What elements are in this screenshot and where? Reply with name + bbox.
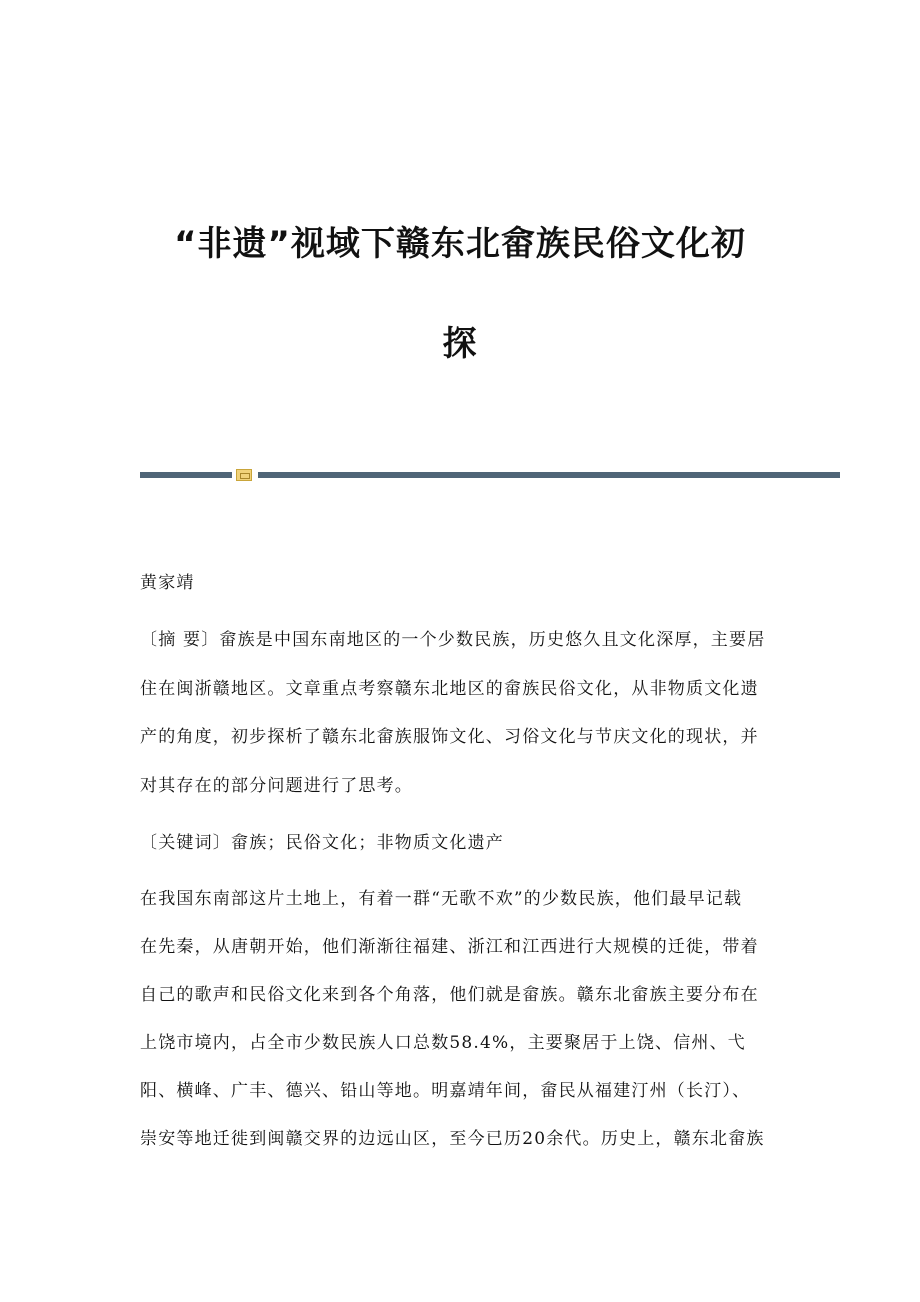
body-line: 在先秦，从唐朝开始，他们渐渐往福建、浙江和江西进行大规模的迁徙，带着 xyxy=(140,937,759,957)
body-line: 阳、横峰、广丰、德兴、铅山等地。明嘉靖年间，畲民从福建汀州（长汀）、 xyxy=(140,1081,751,1101)
divider-right-segment xyxy=(258,472,840,478)
body-line: 崇安等地迁徙到闽赣交界的边远山区，至今已历20余代。历史上，赣东北畲族 xyxy=(140,1129,765,1149)
body-line: 上饶市境内，占全市少数民族人口总数58.4%，主要聚居于上饶、信州、弋 xyxy=(140,1033,747,1053)
abstract-line: 对其存在的部分问题进行了思考。 xyxy=(140,776,413,796)
divider-left-segment xyxy=(140,472,232,478)
abstract-line: 住在闽浙赣地区。文章重点考察赣东北地区的畲族民俗文化，从非物质文化遗 xyxy=(140,679,759,699)
title-line-2: 探 xyxy=(442,324,478,364)
author: 黄家靖 xyxy=(140,573,195,593)
body-line: 自己的歌声和民俗文化来到各个角落，他们就是畲族。赣东北畲族主要分布在 xyxy=(140,985,759,1005)
abstract-line: 产的角度，初步探析了赣东北畲族服饰文化、习俗文化与节庆文化的现状，并 xyxy=(140,727,759,747)
title-divider xyxy=(140,471,840,479)
divider-ornament-icon xyxy=(236,469,252,481)
keywords: 〔关键词〕畲族；民俗文化；非物质文化遗产 xyxy=(140,833,504,853)
body-line: 在我国东南部这片土地上，有着一群“无歌不欢”的少数民族，他们最早记载 xyxy=(140,889,743,909)
title-line-1: “非遗”视域下赣东北畲族民俗文化初 xyxy=(174,224,746,264)
abstract-line: 〔摘 要〕畲族是中国东南地区的一个少数民族，历史悠久且文化深厚，主要居 xyxy=(140,630,766,650)
